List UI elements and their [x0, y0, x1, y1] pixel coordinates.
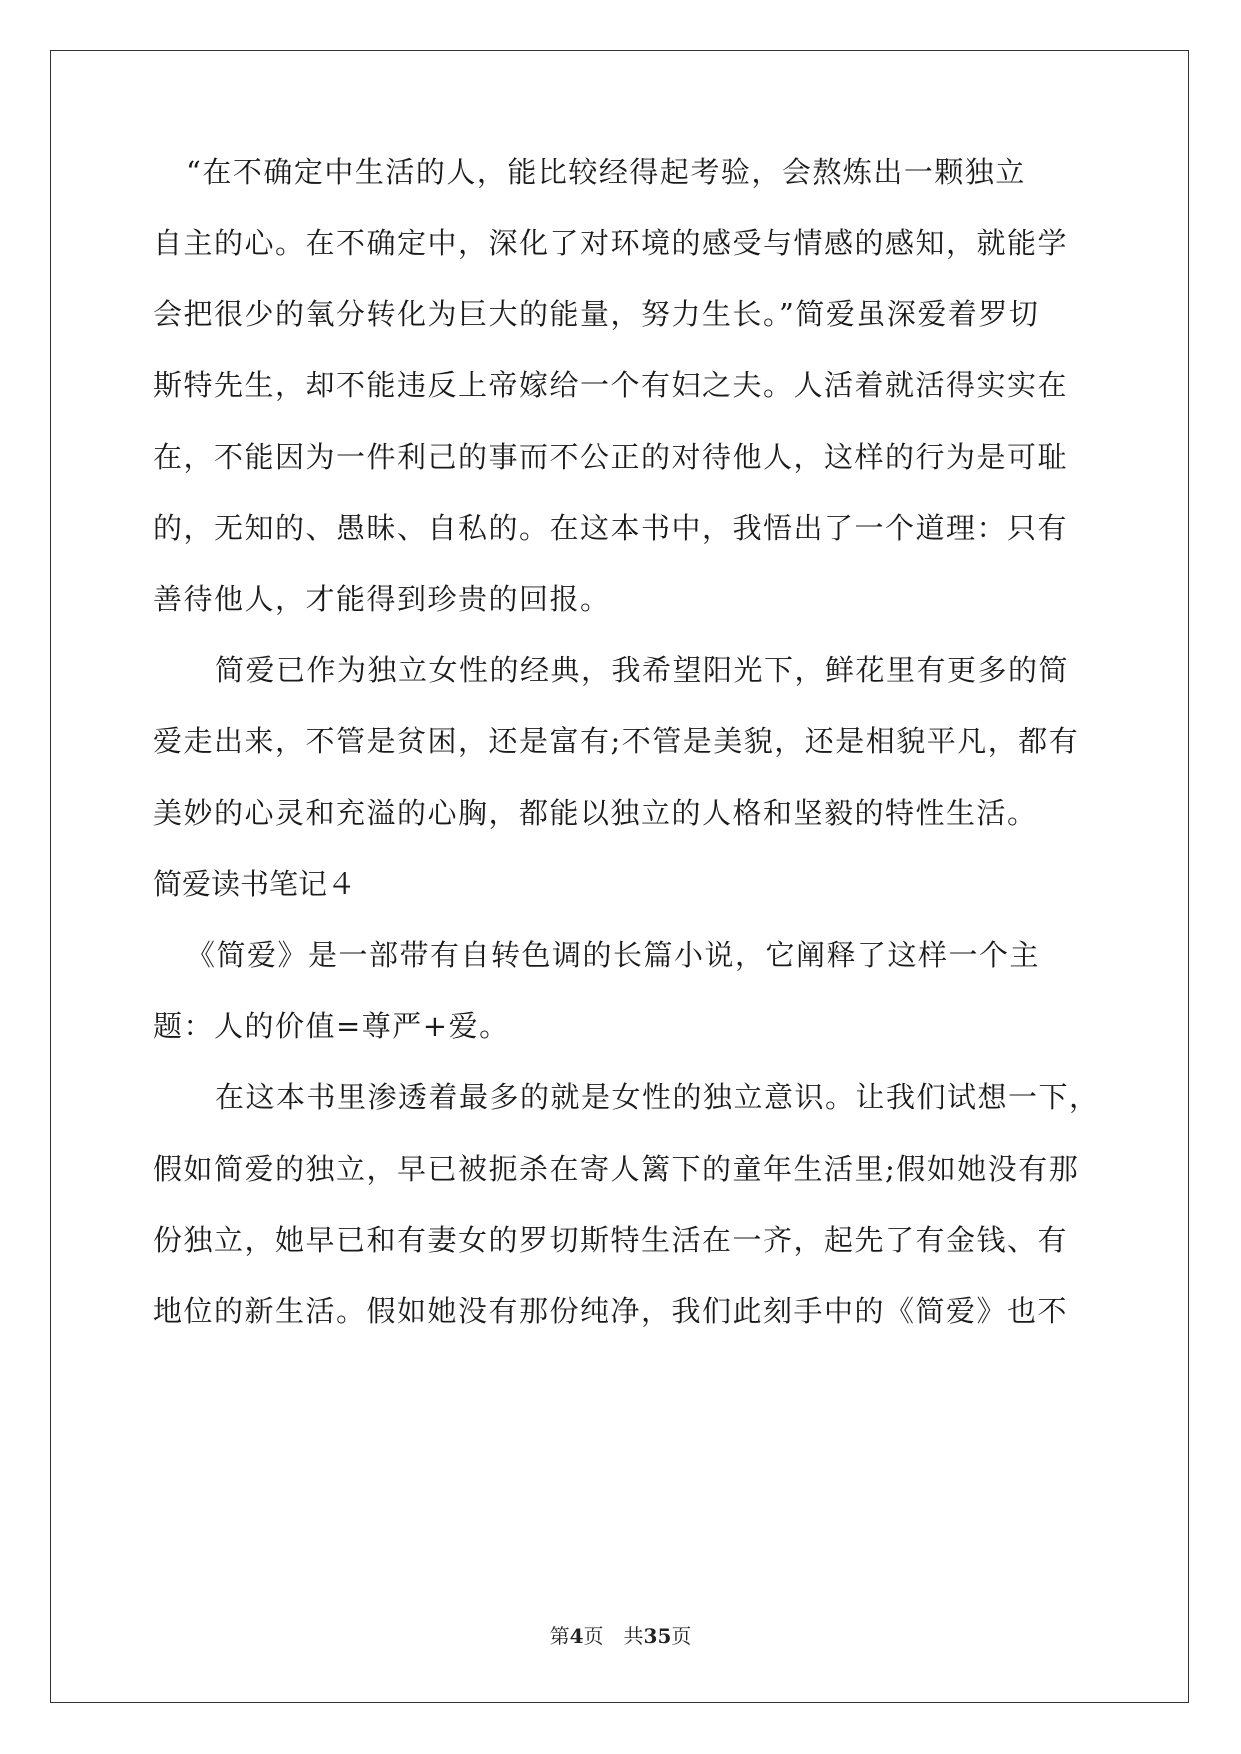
paragraph-4-line-4: 地位的新生活。假如她没有那份纯净，我们此刻手中的《简爱》也不: [153, 1294, 1069, 1328]
footer-middle: 页 共: [583, 1624, 644, 1648]
section-heading: 简爱读书笔记４: [153, 867, 357, 901]
paragraph-1-line-3: 会把很少的氧分转化为巨大的能量，努力生长。”简爱虽深爱着罗切: [153, 297, 1040, 331]
paragraph-1-line-5: 在，不能因为一件利己的事而不公正的对待他人，这样的行为是可耻: [153, 440, 1069, 474]
paragraph-4-line-2: 假如简爱的独立，早已被扼杀在寄人篱下的童年生活里;假如她没有那: [153, 1152, 1080, 1186]
footer-suffix: 页: [671, 1624, 692, 1648]
paragraph-2-line-3: 美妙的心灵和充溢的心胸，都能以独立的人格和坚毅的特性生活。: [153, 796, 1038, 830]
footer-prefix: 第: [549, 1624, 570, 1648]
footer-total-pages: 35: [643, 1624, 672, 1648]
paragraph-1-line-4: 斯特先生，却不能违反上帝嫁给一个有妇之夫。人活着就活得实实在: [153, 368, 1069, 402]
paragraph-2-line-1: 简爱已作为独立女性的经典，我希望阳光下，鲜花里有更多的简: [215, 653, 1070, 687]
paragraph-4-line-1: 在这本书里渗透着最多的就是女性的独立意识。让我们试想一下，: [215, 1080, 1100, 1114]
paragraph-3-line-2: 题：人的价值=尊严+爱。: [153, 1009, 510, 1043]
paragraph-1-line-6: 的，无知的、愚昧、自私的。在这本书中，我悟出了一个道理：只有: [153, 511, 1069, 545]
page-footer: [0, 1620, 1241, 1649]
paragraph-1-line-7: 善待他人，才能得到珍贵的回报。: [153, 582, 611, 616]
paragraph-1-line-2: 自主的心。在不确定中，深化了对环境的感受与情感的感知，就能学: [153, 226, 1069, 260]
paragraph-4-line-3: 份独立，她早已和有妻女的罗切斯特生活在一齐，起先了有金钱、有: [153, 1223, 1069, 1257]
paragraph-2-line-2: 爱走出来，不管是贫困，还是富有;不管是美貌，还是相貌平凡，都有: [153, 724, 1080, 758]
paragraph-1-line-1: “在不确定中生活的人，能比较经得起考验，会熬炼出一颗独立: [186, 155, 1026, 189]
footer-page-number: 4: [569, 1624, 584, 1648]
paragraph-3-line-1: 《简爱》是一部带有自转色调的长篇小说，它阐释了这样一个主: [186, 938, 1041, 972]
